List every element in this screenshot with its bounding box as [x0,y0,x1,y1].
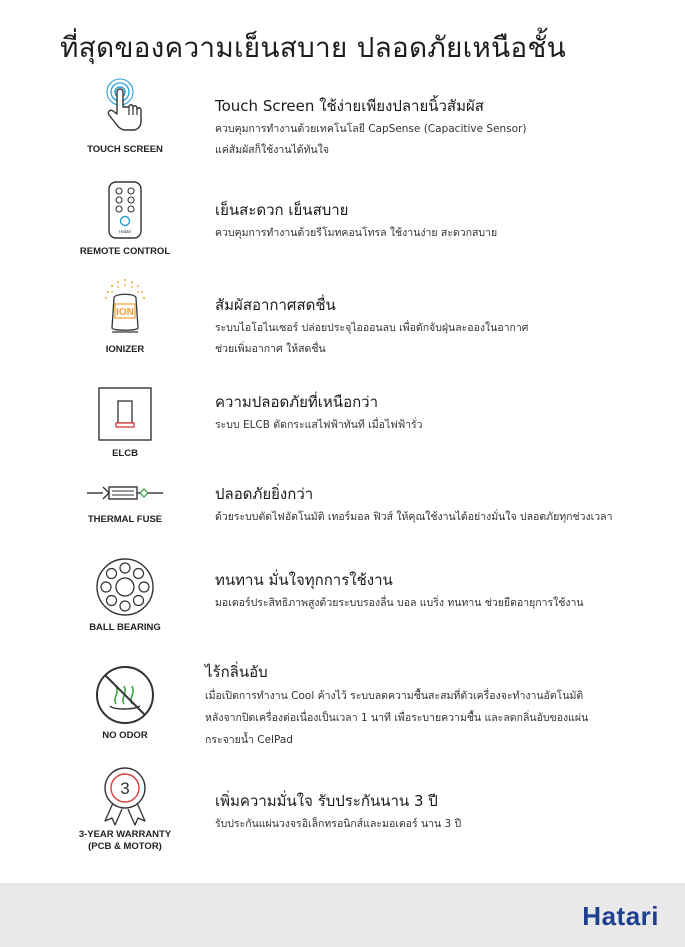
feature-label: TOUCH SCREEN [87,144,163,155]
feature-title: เพิ่มความมั่นใจ รับประกันนาน 3 ปี [215,792,438,810]
touch-screen-icon [95,78,155,140]
feature-label-sub: (PCB & MOTOR) [88,841,162,852]
feature-desc-line: ควบคุมการทำงานด้วยเทคโนโลยี CapSense (Capacitive Sensor) [215,123,527,135]
footer-bar [0,883,685,947]
warranty-number: 3 [120,779,130,798]
remote-control-icon [105,180,145,242]
feature-desc-line: มอเตอร์ประสิทธิภาพสูงด้วยระบบรองลื่น บอล แบริ่ง ทนทาน ช่วยยืดอายุการใช้งาน [215,597,584,609]
feature-title: ความปลอดภัยที่เหนือกว่า [215,393,379,411]
hatari-logo: Hatari [582,901,659,931]
ionizer-icon [100,278,150,340]
feature-label: NO ODOR [102,730,148,741]
feature-desc [215,318,655,360]
feature-desc-line: แค่สัมผัสก็ใช้งานได้ทันใจ [215,144,329,156]
feature-desc [215,814,655,835]
elcb-icon [97,386,153,442]
feature-desc [215,507,655,528]
thermal-fuse-icon [85,480,165,506]
feature-label: THERMAL FUSE [87,514,163,525]
warranty-icon [97,765,153,827]
feature-desc-line: ช่วยเพิ่มอากาศ ให้สดชื่น [215,343,326,355]
feature-title: ปลอดภัยยิ่งกว่า [215,485,314,503]
no-odor-icon [94,664,156,726]
feature-desc [215,119,655,161]
feature-desc-line: เมื่อเปิดการทำงาน Cool ค้างไว้ ระบบลดความชื้นสะสมที่ตัวเครื่องจะทำงานอัตโนมัติ [205,690,584,702]
feature-label: BALL BEARING [89,622,161,633]
feature-label: ELCB [112,448,138,459]
feature-desc-line: ระบบไอโอไนเซอร์ ปล่อยประจุไอออนลบ เพื่อดักจับฝุ่นละอองในอากาศ [215,322,529,334]
feature-desc [215,415,655,436]
feature-desc [215,223,655,244]
feature-label: IONIZER [105,344,145,355]
feature-desc [215,593,655,614]
feature-label: 3-YEAR WARRANTY [78,829,172,840]
page-title: ที่สุดของความเย็นสบาย ปลอดภัยเหนือชั้น [60,31,566,64]
feature-desc-line: ระบบ ELCB ตัดกระแสไฟฟ้าทันที เมื่อไฟฟ้ารั่ว [215,419,423,431]
feature-label: REMOTE CONTROL [79,246,171,257]
feature-desc-line: รับประกันแผ่นวงจรอิเล็กทรอนิกส์และมอเตอร์ นาน 3 ปี [215,818,462,830]
feature-desc [205,685,645,751]
remote-brand-text: Hatari [118,229,132,234]
feature-desc-line: ด้วยระบบตัดไฟอัตโนมัติ เทอร์มอล ฟิวส์ ให้คุณใช้งานได้อย่างมั่นใจ ปลอดภัยทุกช่วงเวลา [215,511,613,523]
ball-bearing-icon [94,556,156,618]
feature-title: เย็นสะดวก เย็นสบาย [215,201,349,219]
feature-title: ทนทาน มั่นใจทุกการใช้งาน [215,571,393,589]
ion-text: ION [116,307,134,318]
feature-desc-line: หลังจากปิดเครื่องต่อเนื่องเป็นเวลา 1 นาที เพื่อระบายความชื้น และลดกลิ่นอับของแผ่น [205,712,589,724]
feature-desc-line: ควบคุมการทำงานด้วยรีโมทคอนโทรล ใช้งานง่าย สะดวกสบาย [215,227,498,239]
feature-title: Touch Screen ใช้ง่ายเพียงปลายนิ้วสัมผัส [215,97,484,115]
feature-desc-line: กระจายน้ำ CelPad [205,734,293,746]
feature-title: ไร้กลิ่นอับ [205,663,268,681]
feature-title: สัมผัสอากาศสดชื่น [215,296,336,314]
